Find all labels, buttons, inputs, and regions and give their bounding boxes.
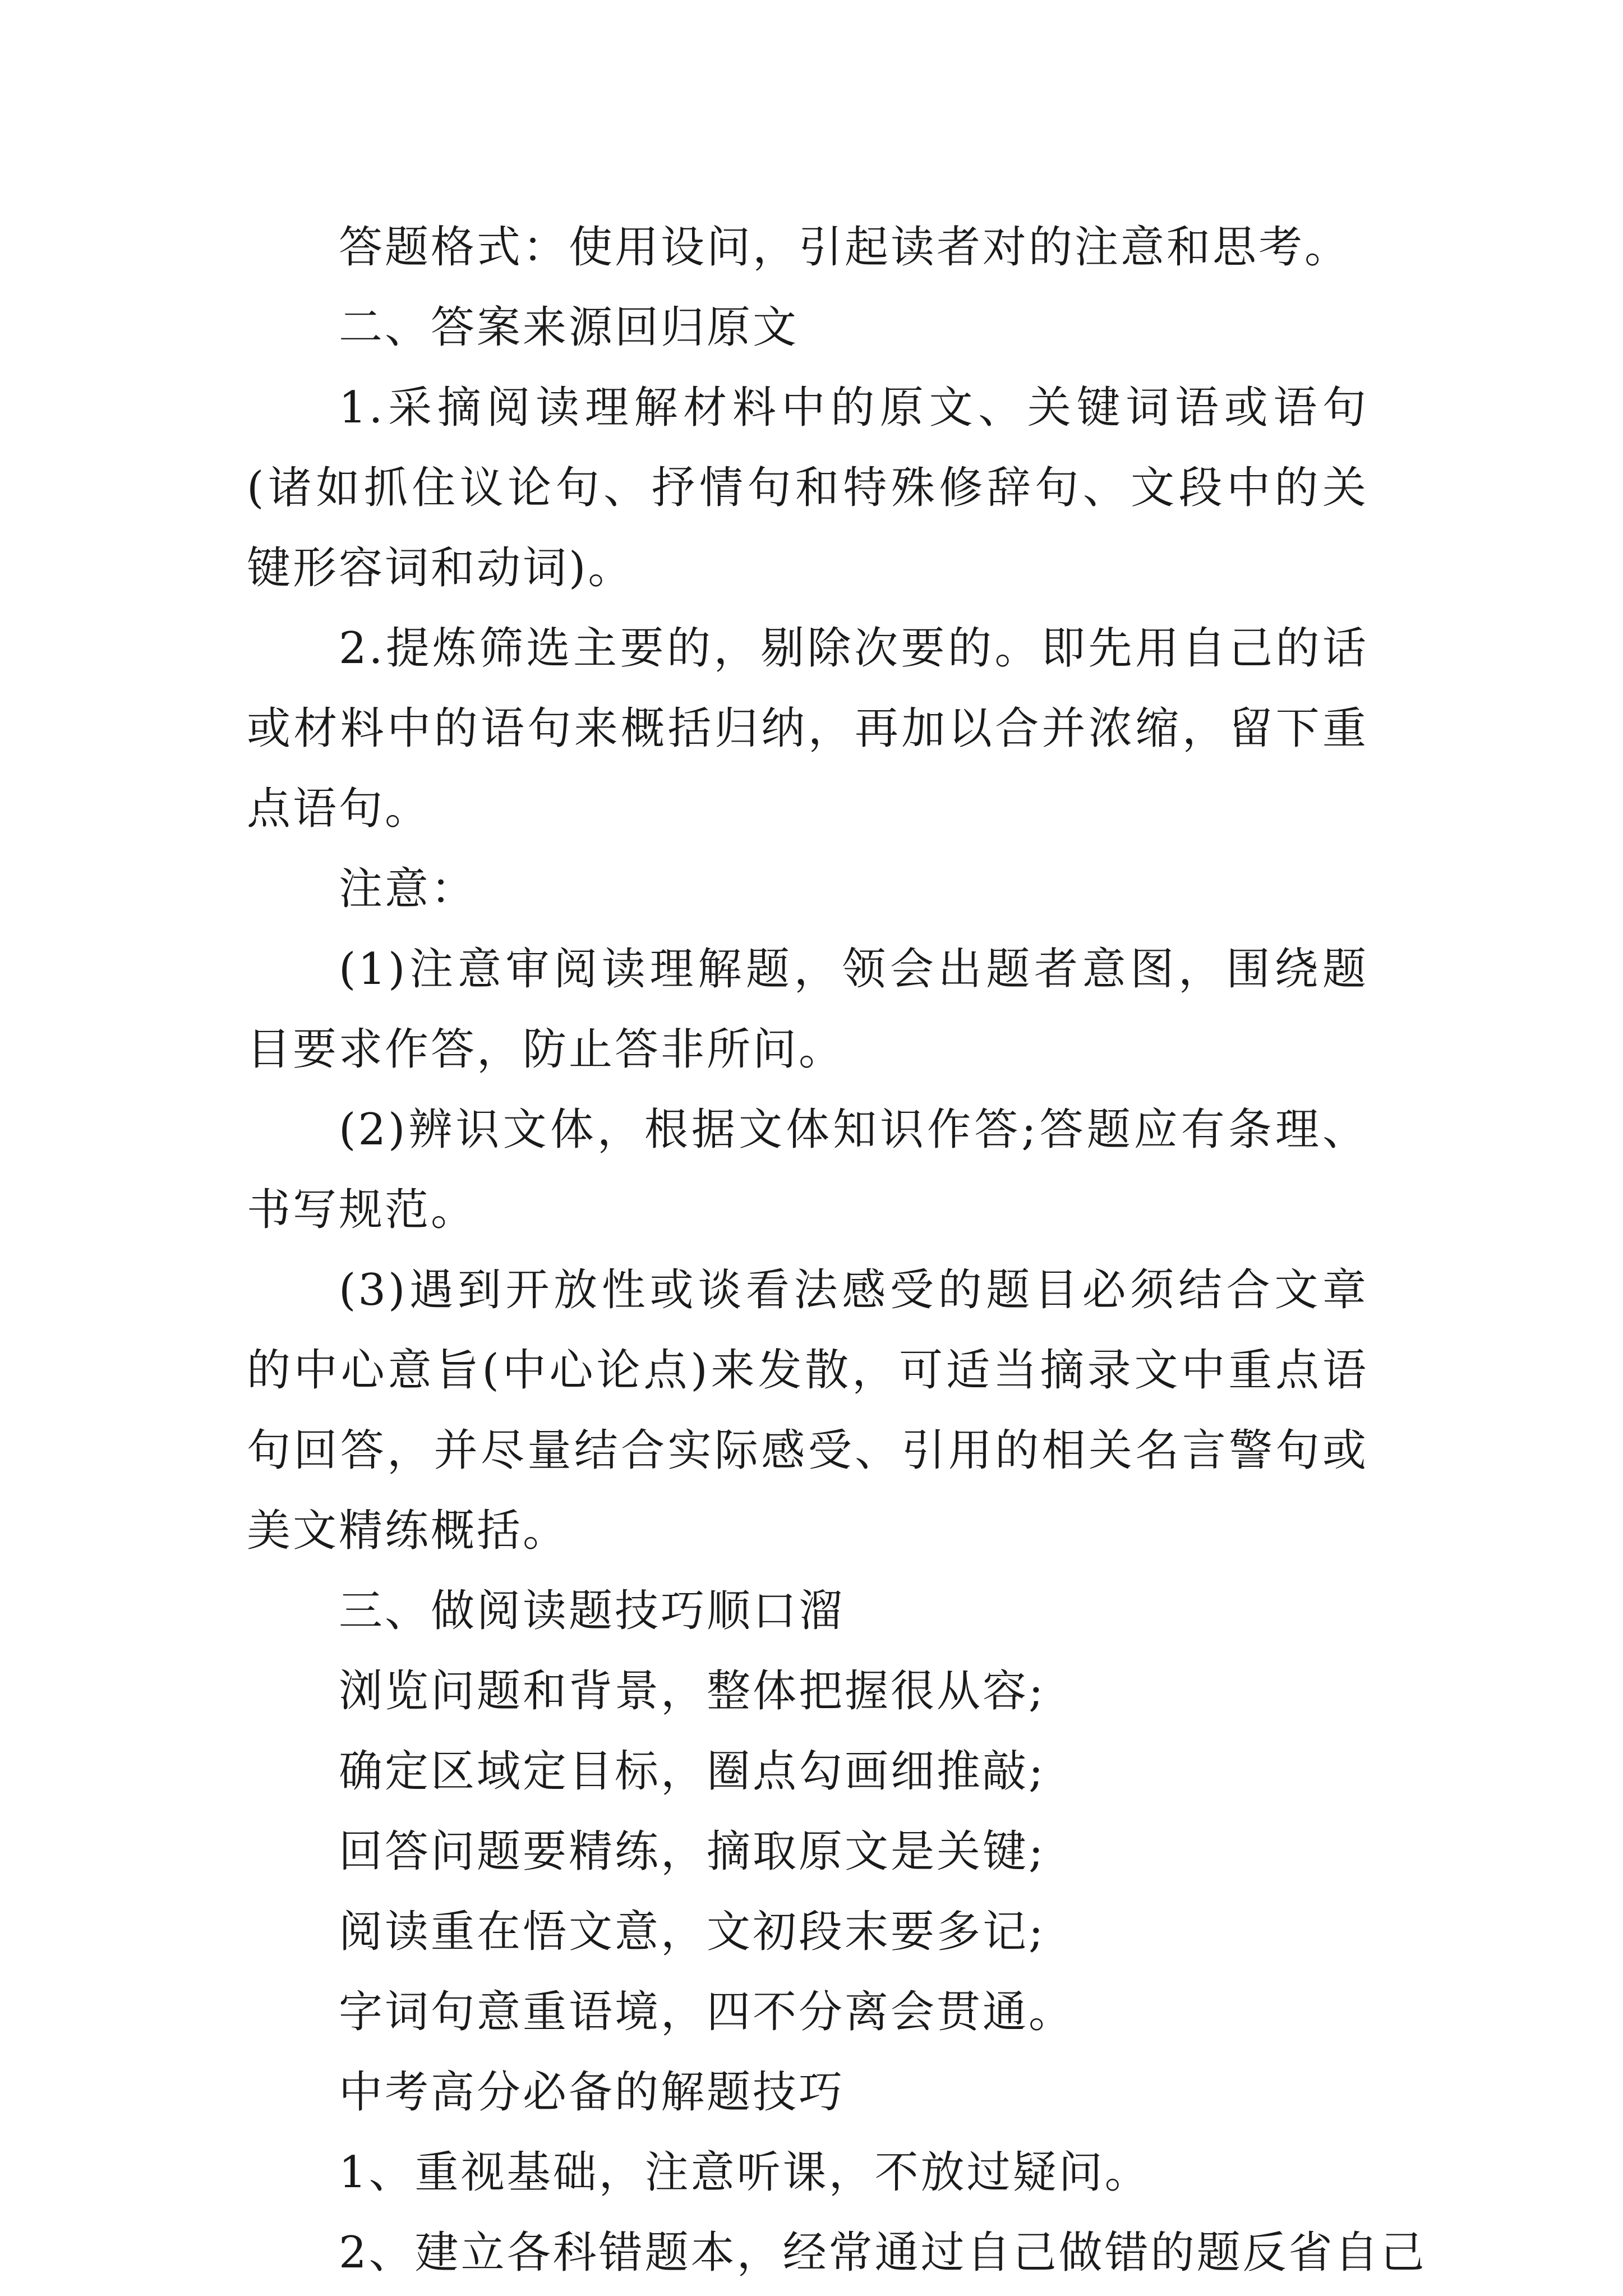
rhyme-line-4: 阅读重在悟文意，文初段末要多记;	[339, 1907, 1046, 1957]
paragraph-point-2: 2.提炼筛选主要的，剔除次要的。即先用自己的话或材料中的语句来概括归纳，再加以合并浓缩，留下重点语句。	[247, 623, 1368, 834]
rhyme-line-2: 确定区域定目标，圈点勾画细推敲;	[339, 1746, 1046, 1797]
paragraph-note-1: (1)注意审阅读理解题，领会出题者意图，围绕题目要求作答，防止答非所问。	[247, 944, 1368, 1075]
rhyme-line-5: 字词句意重语境，四不分离会贯通。	[339, 1987, 1075, 2037]
tip-2: 2、建立各科错题本，经常通过自己做错的题反省自己	[339, 2228, 1427, 2278]
heading-section-3: 三、做阅读题技巧顺口溜	[339, 1586, 845, 1636]
paragraph-note-3: (3)遇到开放性或谈看法感受的题目必须结合文章的中心意旨(中心论点)来发散，可适当摘录文中重点语句回答，并尽量结合实际感受、引用的相关名言警句或美文精练概括。	[247, 1265, 1368, 1556]
tip-1: 1、重视基础，注意听课，不放过疑问。	[339, 2147, 1151, 2198]
heading-section-2: 二、答案来源回归原文	[339, 302, 799, 353]
document-body	[247, 208, 1427, 2293]
paragraph-answer-format: 答题格式：使用设问，引起读者对的注意和思考。	[339, 222, 1351, 273]
rhyme-line-1: 浏览问题和背景，整体把握很从容;	[339, 1666, 1046, 1717]
paragraph-point-1: 1.采摘阅读理解材料中的原文、关键词语或语句(诸如抓住议论句、抒情句和特殊修辞句、文段中的关键形容词和动词)。	[247, 383, 1368, 593]
label-note: 注意：	[339, 864, 477, 914]
heading-exam-tips: 中考高分必备的解题技巧	[339, 2067, 845, 2118]
paragraph-note-2: (2)辨识文体，根据文体知识作答;答题应有条理、书写规范。	[247, 1105, 1368, 1235]
rhyme-line-3: 回答问题要精练，摘取原文是关键;	[339, 1826, 1046, 1877]
